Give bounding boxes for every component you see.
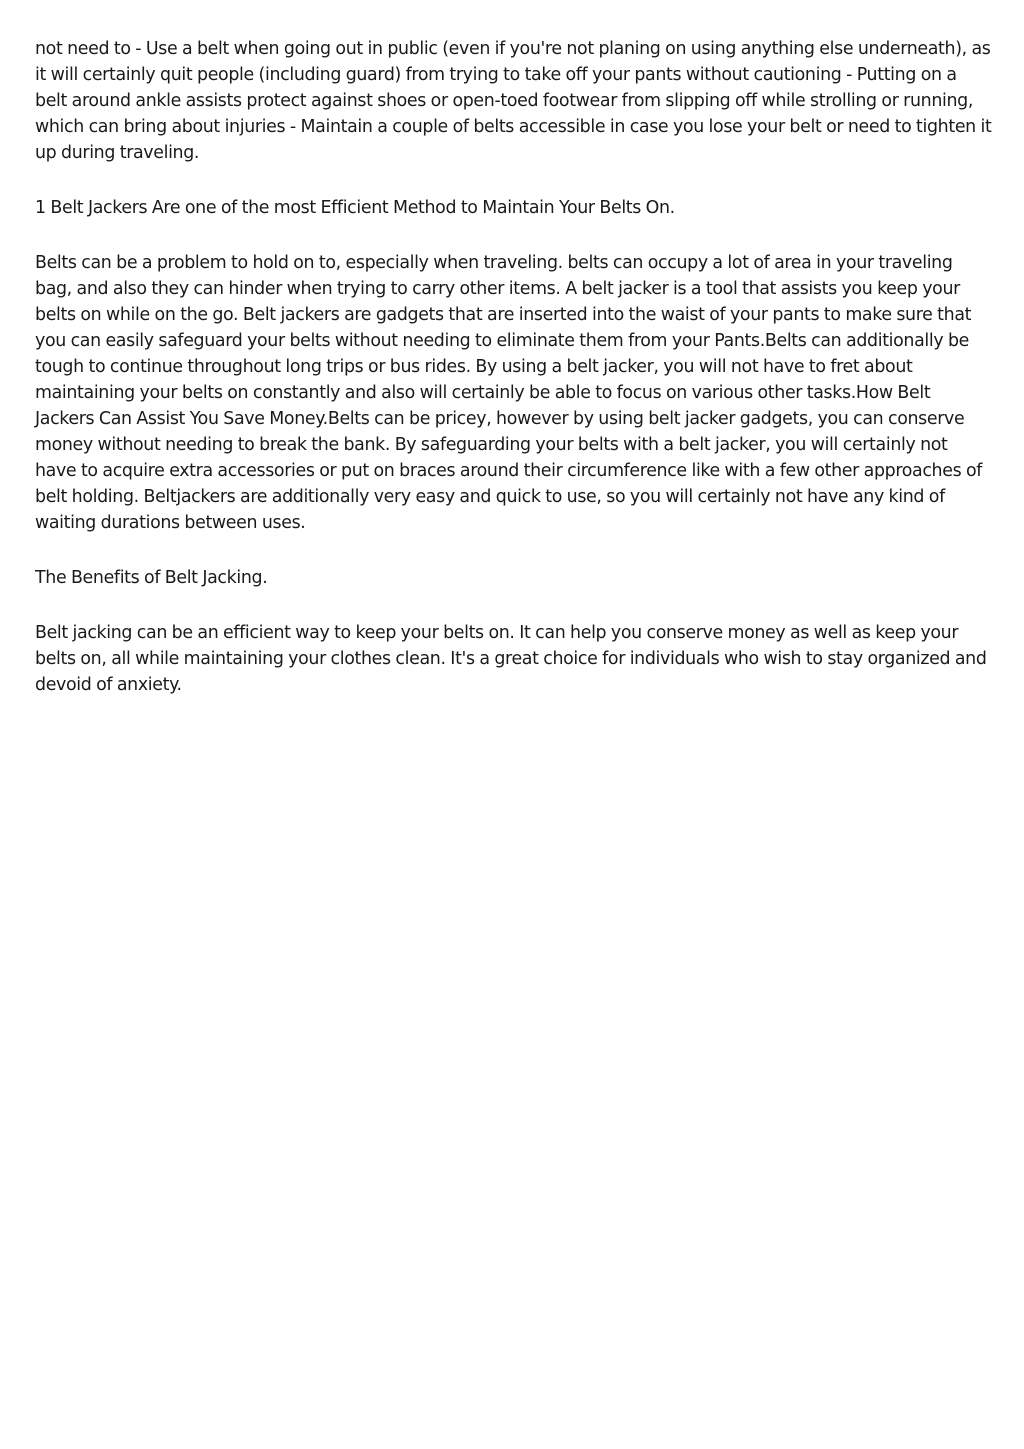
paragraph-belt-jackers: Belts can be a problem to hold on to, especially when traveling. belts can occupy a lot of area in your traveling bag, and also they can hinder when trying to carry other items. A belt jacker is a tool that assists you keep your belts on while on the go. Belt jackers are gadgets that are inserted into the waist of your pants to make sure that you can easily safeguard your belts without needing to eliminate them from your Pants.Belts can additionally be tough to continue throughout long trips or bus rides. By using a belt jacker, you will not have to fret about maintaining your belts on constantly and also will certainly be able to focus on various other tasks.How Belt Jackers Can Assist You Save Money.Belts can be pricey, however by using belt jacker gadgets, you can conserve money without needing to break the bank. By safeguarding your belts with a belt jacker, you will certainly not have to acquire extra accessories or put on braces around their circumference like with a few other approaches of belt holding. Beltjackers are additionally very easy and quick to use, so you will certainly not have any kind of waiting durations between uses. xyxy=(35,253,983,533)
heading-benefits: The Benefits of Belt Jacking. xyxy=(35,568,268,588)
paragraph-benefits: Belt jacking can be an efficient way to keep your belts on. It can help you conserve money as well as keep your belts on, all while maintaining your clothes clean. It's a great choice for individuals who wish to stay organized and devoid of anxiety. xyxy=(35,623,987,695)
paragraph-belt-tips: not need to - Use a belt when going out in public (even if you're not planing on using anything else underneath), as it will certainly quit people (including guard) from trying to take off your pants without cautioning - Putting on a belt around ankle assists protect against shoes or open-toed footwear from slipping off while strolling or running, which can bring about injuries - Maintain a couple of belts accessible in case you lose your belt or need to tighten it up during traveling. xyxy=(35,39,992,163)
heading-belt-jackers: 1 Belt Jackers Are one of the most Efficient Method to Maintain Your Belts On. xyxy=(35,198,675,218)
document-body xyxy=(35,36,993,727)
